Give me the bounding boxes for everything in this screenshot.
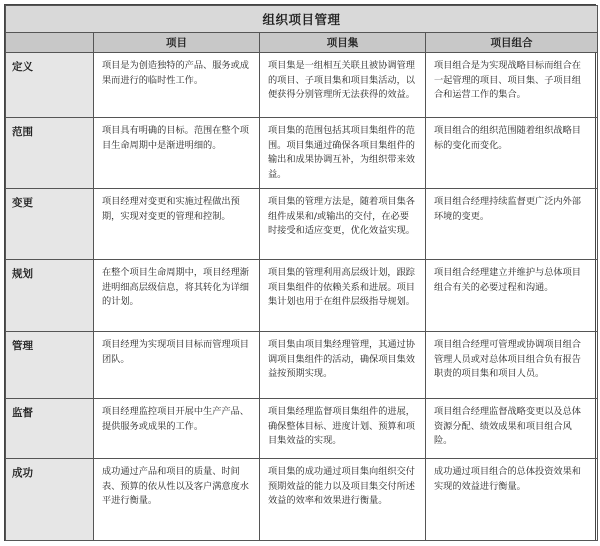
table-row xyxy=(6,459,598,541)
table-cell xyxy=(94,332,260,399)
cell-text: 项目是为创造独特的产品、服务或成果而进行的临时性工作。 xyxy=(102,60,249,86)
table-cell xyxy=(94,189,260,260)
table-row xyxy=(6,332,598,399)
table-cell xyxy=(260,459,426,541)
table-cell xyxy=(260,260,426,332)
row-label: 管理 xyxy=(6,332,94,399)
cell-text: 项目集的成功通过项目集向组织交付预期效益的能力以及项目集交付所述效益的效率和效果进行衡量。 xyxy=(268,466,415,506)
table-cell xyxy=(94,118,260,189)
table-row xyxy=(6,399,598,459)
column-header-project: 项目 xyxy=(94,33,260,53)
cell-text: 成功通过产品和项目的质量、时间表、预算的依从性以及客户满意度水平进行衡量。 xyxy=(102,466,249,506)
cell-text: 项目经理对变更和实施过程做出预期，实现对变更的管理和控制。 xyxy=(102,196,240,222)
cell-text: 在整个项目生命周期中，项目经理渐进明细高层级信息，将其转化为详细的计划。 xyxy=(102,267,249,307)
table-cell xyxy=(260,399,426,459)
table-cell xyxy=(426,260,598,332)
table-cell xyxy=(426,332,598,399)
table-cell xyxy=(426,459,598,541)
cell-text: 项目组合经理监督战略变更以及总体资源分配、绩效成果和项目组合风险。 xyxy=(434,406,581,446)
table-row xyxy=(6,53,598,118)
cell-text: 项目具有明确的目标。范围在整个项目生命周期中是渐进明细的。 xyxy=(102,125,249,151)
ppm-comparison-table xyxy=(5,5,598,541)
cell-text: 项目组合经理建立并维护与总体项目组合有关的必要过程和沟通。 xyxy=(434,267,581,293)
row-label: 成功 xyxy=(6,459,94,541)
cell-text: 项目经理为实现项目目标而管理项目团队。 xyxy=(102,339,249,365)
table-row xyxy=(6,189,598,260)
comparison-table-frame xyxy=(4,4,596,541)
table-cell xyxy=(94,53,260,118)
row-label: 监督 xyxy=(6,399,94,459)
table-cell xyxy=(260,118,426,189)
column-header-program: 项目集 xyxy=(260,33,426,53)
table-cell xyxy=(260,189,426,260)
table-title: 组织项目管理 xyxy=(6,6,598,33)
cell-text: 项目组合经理可管理或协调项目组合管理人员或对总体项目组合负有报告职责的项目集和项目人员。 xyxy=(434,339,581,379)
row-label: 规划 xyxy=(6,260,94,332)
cell-text: 项目组合是为实现战略目标而组合在一起管理的项目、项目集、子项目组合和运营工作的集合。 xyxy=(434,60,581,100)
table-cell xyxy=(426,189,598,260)
cell-text: 项目集的管理方法是，随着项目集各组件成果和/或输出的交付，在必要时接受和适应变更，优化效益实现。 xyxy=(268,196,415,236)
cell-text: 项目集的范围包括其项目集组件的范围。项目集通过确保各项目集组件的输出和成果协调互补，为组织带来效益。 xyxy=(268,125,415,180)
header-corner xyxy=(6,33,94,53)
table-cell xyxy=(94,260,260,332)
table-cell xyxy=(94,399,260,459)
cell-text: 项目集由项目集经理管理，其通过协调项目集组件的活动，确保项目集效益按预期实现。 xyxy=(268,339,415,379)
table-cell xyxy=(426,118,598,189)
table-cell xyxy=(426,53,598,118)
cell-text: 项目集的管理利用高层级计划，跟踪项目集组件的依赖关系和进展。项目集计划也用于在组件层级指导规划。 xyxy=(268,267,415,307)
table-cell xyxy=(260,53,426,118)
table-cell xyxy=(426,399,598,459)
cell-text: 项目集经理监督项目集组件的进展，确保整体目标、进度计划、预算和项目集效益的实现。 xyxy=(268,406,415,446)
cell-text: 项目组合的组织范围随着组织战略目标的变化而变化。 xyxy=(434,125,581,151)
row-label: 范围 xyxy=(6,118,94,189)
column-header-portfolio: 项目组合 xyxy=(426,33,598,53)
table-cell xyxy=(260,332,426,399)
cell-text: 项目组合经理持续监督更广泛内外部环境的变更。 xyxy=(434,196,581,222)
table-row xyxy=(6,118,598,189)
cell-text: 项目集是一组相互关联且被协调管理的项目、子项目集和项目集活动，以便获得分别管理所无法获得的效益。 xyxy=(268,60,415,100)
table-cell xyxy=(94,459,260,541)
row-label: 定义 xyxy=(6,53,94,118)
table-row xyxy=(6,260,598,332)
cell-text: 项目经理监控项目开展中生产产品、提供服务或成果的工作。 xyxy=(102,406,249,432)
row-label: 变更 xyxy=(6,189,94,260)
cell-text: 成功通过项目组合的总体投资效果和实现的效益进行衡量。 xyxy=(434,466,581,492)
